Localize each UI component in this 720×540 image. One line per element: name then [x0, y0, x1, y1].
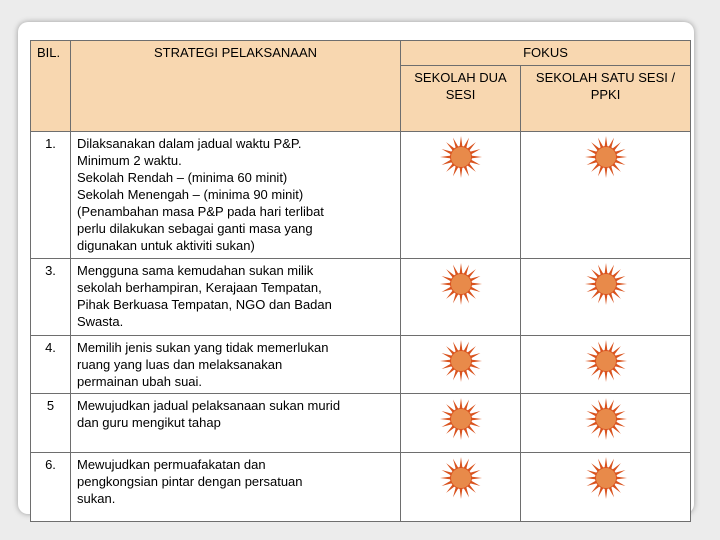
text-line: Mewujudkan permuafakatan dan	[77, 457, 266, 472]
fokus-header: FOKUS	[401, 41, 691, 66]
text-line: (Penambahan masa P&P pada hari terlibat	[77, 204, 324, 219]
strategy-header: STRATEGI PELAKSANAAN	[71, 41, 401, 132]
sun-star-icon	[584, 135, 628, 179]
table-row	[31, 132, 691, 259]
dua-sesi-header: SEKOLAH DUA SESI	[401, 66, 521, 132]
sun-star-icon	[439, 397, 483, 441]
dua-sesi-cell	[401, 336, 521, 394]
text-line: sukan.	[77, 491, 116, 506]
row-number: 4.	[31, 336, 71, 394]
text-line: dan guru mengikut tahap	[77, 415, 221, 430]
row-text	[71, 394, 401, 453]
row-text	[71, 336, 401, 394]
dua-sesi-cell	[401, 259, 521, 336]
satu-sesi-cell	[521, 132, 691, 259]
row-text	[71, 453, 401, 522]
sun-star-center	[450, 351, 471, 372]
text-line: Minimum 2 waktu.	[77, 153, 182, 168]
dua-sesi-cell	[401, 132, 521, 259]
text-line: pengkongsian pintar dengan persatuan	[77, 474, 303, 489]
table-row	[31, 336, 691, 394]
sun-star-icon	[439, 456, 483, 500]
text-line: Pihak Berkuasa Tempatan, NGO dan Badan	[77, 297, 332, 312]
sun-star-icon	[584, 262, 628, 306]
sun-star-center	[450, 274, 471, 295]
sun-star-icon	[439, 339, 483, 383]
row-number: 5	[31, 394, 71, 453]
text-line: Swasta.	[77, 314, 124, 329]
text-line: digunakan untuk aktiviti sukan)	[77, 238, 255, 253]
sun-star-center	[595, 147, 616, 168]
sun-star-icon	[439, 135, 483, 179]
sun-star-center	[450, 409, 471, 430]
text-line: perlu dilakukan sebagai ganti masa yang	[77, 221, 313, 236]
sun-star-icon	[584, 397, 628, 441]
row-number: 6.	[31, 453, 71, 522]
satu-sesi-header: SEKOLAH SATU SESI / PPKI	[521, 66, 691, 132]
sun-star-center	[595, 468, 616, 489]
satu-sesi-cell	[521, 336, 691, 394]
text-line: Memilih jenis sukan yang tidak memerlukan	[77, 340, 329, 355]
bil-header: BIL.	[31, 41, 71, 132]
sun-star-center	[595, 351, 616, 372]
header-row-top	[31, 41, 691, 66]
sun-star-icon	[584, 456, 628, 500]
text-line: Sekolah Menengah – (minima 90 minit)	[77, 187, 304, 202]
sun-star-icon	[584, 339, 628, 383]
table-row	[31, 259, 691, 336]
text-line: sekolah berhampiran, Kerajaan Tempatan,	[77, 280, 322, 295]
dua-sesi-cell	[401, 394, 521, 453]
row-number: 1.	[31, 132, 71, 259]
sun-star-icon	[439, 262, 483, 306]
sun-star-center	[450, 468, 471, 489]
sun-star-center	[595, 274, 616, 295]
sun-star-center	[595, 409, 616, 430]
text-line: Sekolah Rendah – (minima 60 minit)	[77, 170, 288, 185]
table-row	[31, 394, 691, 453]
row-number: 3.	[31, 259, 71, 336]
text-line: permainan ubah suai.	[77, 374, 203, 389]
text-line: Mengguna sama kemudahan sukan milik	[77, 263, 314, 278]
row-text	[71, 259, 401, 336]
table-row	[31, 453, 691, 522]
strategy-table	[30, 40, 691, 522]
dua-sesi-cell	[401, 453, 521, 522]
satu-sesi-cell	[521, 453, 691, 522]
sun-star-center	[450, 147, 471, 168]
text-line: Mewujudkan jadual pelaksanaan sukan murid	[77, 398, 341, 413]
satu-sesi-cell	[521, 259, 691, 336]
satu-sesi-cell	[521, 394, 691, 453]
text-line: ruang yang luas dan melaksanakan	[77, 357, 283, 372]
row-text	[71, 132, 401, 259]
text-line: Dilaksanakan dalam jadual waktu P&P.	[77, 136, 302, 151]
